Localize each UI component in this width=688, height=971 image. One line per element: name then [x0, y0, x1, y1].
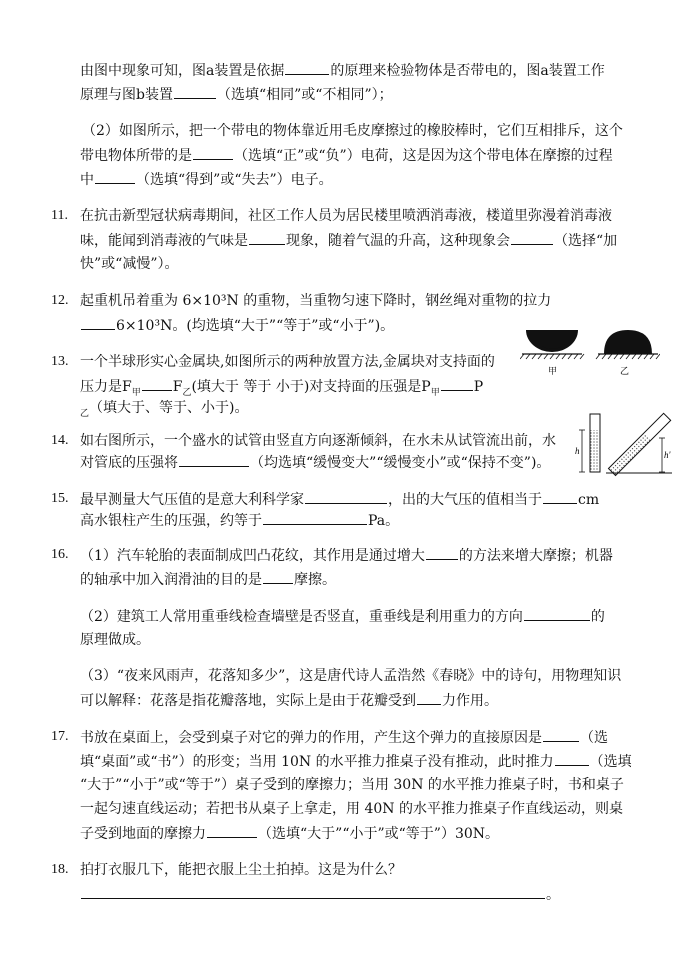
answer-blank[interactable] — [543, 489, 577, 504]
subscript: 甲 — [131, 387, 141, 398]
text: （选填 — [589, 754, 632, 770]
answer-blank[interactable] — [174, 84, 216, 99]
text: 现象，随着气温的升高，这种现象会 — [286, 233, 510, 249]
text: 最早测量大气压值的是意大利科学家 — [80, 492, 304, 508]
height-label: h — [575, 446, 580, 456]
subscript: 乙 — [182, 387, 192, 398]
answer-blank[interactable] — [426, 545, 458, 560]
answer-blank[interactable] — [417, 690, 441, 705]
text: 对管底的压强将 — [80, 455, 178, 471]
figure-label: 甲 — [548, 367, 558, 377]
text: cm — [578, 492, 600, 508]
text: （2）建筑工人常用重垂线检查墙壁是否竖直，重垂线是利用重力的方向 — [80, 609, 523, 625]
text: (填大于 等于 小于)对支持面的压强是P — [191, 379, 431, 395]
answer-blank[interactable] — [524, 606, 590, 621]
text-line — [80, 60, 605, 81]
text-line — [80, 352, 495, 372]
text: 一起匀速直线运动；若把书从桌子上拿走，用 40N 的水平推力推桌子作直线运动，则桌 — [80, 801, 623, 817]
text: （选 — [580, 730, 608, 746]
text-line — [80, 206, 612, 226]
text: （选填“正”或“负”）电荷，这是因为这个带电体在摩擦的过程 — [234, 148, 613, 164]
text: Pa。 — [368, 513, 400, 529]
answer-blank[interactable] — [285, 60, 329, 75]
text: 子受到地面的摩擦力 — [80, 826, 206, 842]
text-line — [80, 690, 498, 711]
text: （选填“得到”或“失去”）电子。 — [136, 172, 333, 188]
text-line — [80, 398, 248, 424]
text-line — [80, 452, 550, 473]
text: 带电物体所带的是 — [80, 148, 192, 164]
text: （选填“大于”“小于”或“等于”）30N。 — [258, 826, 500, 842]
answer-blank[interactable] — [81, 315, 115, 330]
text: （选填“相同”或“不相同”）； — [216, 87, 393, 103]
question-number: 16. — [51, 547, 69, 562]
answer-blank[interactable] — [95, 169, 135, 184]
text-line — [80, 254, 178, 274]
answer-blank[interactable] — [249, 230, 285, 245]
question-number: 15. — [51, 491, 69, 506]
text-line — [80, 510, 399, 531]
text: 的方法来增大摩擦；机器 — [458, 548, 613, 564]
text-line — [80, 799, 623, 819]
hemisphere-figure — [520, 324, 660, 380]
test-tube-figure — [572, 408, 676, 478]
answer-blank[interactable] — [305, 489, 387, 504]
text-line — [80, 884, 560, 905]
text: 味，能闻到消毒液的气味是 — [80, 233, 248, 249]
text: 。 — [546, 887, 560, 903]
text: 一个半球形实心金属块,如图所示的两种放置方法,金属块对支持面的 — [80, 354, 495, 370]
text: 书放在桌面上，会受到桌子对它的弹力的作用，产生这个弹力的直接原因是 — [80, 730, 542, 746]
text-line — [80, 823, 499, 844]
text-line — [82, 121, 623, 141]
text-line — [80, 775, 624, 795]
subscript: 甲 — [430, 387, 440, 398]
text: （选择“加 — [554, 233, 618, 249]
answer-blank[interactable] — [263, 569, 293, 584]
text-line — [80, 145, 613, 166]
text-line — [80, 860, 402, 880]
question-number: 17. — [51, 729, 69, 744]
text-line — [80, 230, 617, 251]
text: 的轴承中加入润滑油的目的是 — [80, 572, 262, 588]
figure-label: 乙 — [620, 367, 630, 377]
text-line — [80, 569, 336, 590]
text-line — [80, 315, 394, 336]
answer-blank[interactable] — [263, 510, 367, 525]
text: （2）如图所示，把一个带电的物体靠近用毛皮摩擦过的橡胶棒时，它们互相排斥，这个 — [82, 123, 623, 139]
question-number: 14. — [51, 433, 69, 448]
text-line — [80, 630, 150, 650]
text: F — [172, 379, 183, 395]
text: （均选填“缓慢变大”“缓慢变小”或“保持不变”)。 — [250, 455, 551, 471]
text: 摩擦。 — [294, 572, 336, 588]
text: 力作用。 — [442, 693, 498, 709]
text: 高水银柱产生的压强，约等于 — [80, 513, 262, 529]
text: 快”或“减慢”）。 — [80, 256, 179, 272]
text: 填“桌面”或“书”）的形变；当用 10N 的水平推力推桌子没有推动，此时推力 — [80, 754, 554, 770]
text: （填大于、等于、小于)。 — [89, 400, 249, 416]
answer-blank[interactable] — [555, 751, 589, 766]
answer-blank[interactable] — [193, 145, 233, 160]
text: （3）“夜来风雨声，花落知多少”，这是唐代诗人孟浩然《春晓》中的诗句，用物理知识 — [80, 668, 622, 684]
text-line — [80, 727, 608, 748]
answer-blank[interactable] — [511, 230, 553, 245]
text: 起重机吊着重为 6×10³N 的重物，当重物匀速下降时，钢丝绳对重物的拉力 — [80, 293, 552, 309]
text-line — [80, 84, 393, 105]
text: P — [473, 379, 484, 395]
text-line — [80, 545, 613, 566]
answer-blank[interactable] — [207, 823, 257, 838]
text-line — [80, 666, 621, 686]
text: 如右图所示，一个盛水的试管由竖直方向逐渐倾斜，在水未从试管流出前，水 — [80, 433, 556, 449]
text: 原理做成。 — [80, 632, 150, 648]
text: 压力是F — [80, 379, 132, 395]
text: ，出的大气压的值相当于 — [388, 492, 542, 508]
question-number: 13. — [51, 354, 69, 369]
text: 的 — [590, 609, 605, 625]
text: 中 — [80, 172, 94, 188]
answer-blank[interactable] — [81, 884, 545, 899]
text-line — [80, 169, 333, 190]
answer-blank[interactable] — [441, 376, 473, 391]
text-line — [80, 291, 551, 311]
text-line — [80, 751, 632, 772]
answer-blank[interactable] — [543, 727, 579, 742]
answer-blank[interactable] — [142, 376, 172, 391]
text-line — [80, 431, 556, 451]
text: 由图中现象可知，图a装置是依据 — [80, 63, 285, 79]
text: “大于”“小于”或“等于”）桌子受到的摩擦力；当用 30N 的水平推力推桌子时，书和桌子 — [80, 777, 624, 793]
question-number: 12. — [51, 293, 69, 308]
question-number: 18. — [51, 862, 69, 877]
text: 6×10³N。(均选填“大于”“等于”或“小于”)。 — [116, 318, 395, 334]
answer-blank[interactable] — [179, 452, 249, 467]
text-line — [80, 489, 599, 510]
text: 可以解释：花落是指花瓣落地，实际上是由于花瓣受到 — [80, 693, 416, 709]
text: 在抗击新型冠状病毒期间，社区工作人员为居民楼里喷洒消毒液，楼道里弥漫着消毒液 — [80, 208, 612, 224]
text: （1）汽车轮胎的表面制成凹凸花纹，其作用是通过增大 — [80, 548, 425, 564]
question-number: 11. — [51, 208, 68, 223]
text: 拍打衣服几下，能把衣服上尘土拍掉。这是为什么？ — [80, 862, 402, 878]
text: 原理与图b装置 — [80, 87, 173, 103]
text-line — [80, 606, 605, 627]
subscript: 乙 — [80, 408, 90, 419]
text: 的原理来检验物体是否带电的，图a装置工作 — [330, 63, 605, 79]
height-label: h' — [664, 450, 671, 460]
